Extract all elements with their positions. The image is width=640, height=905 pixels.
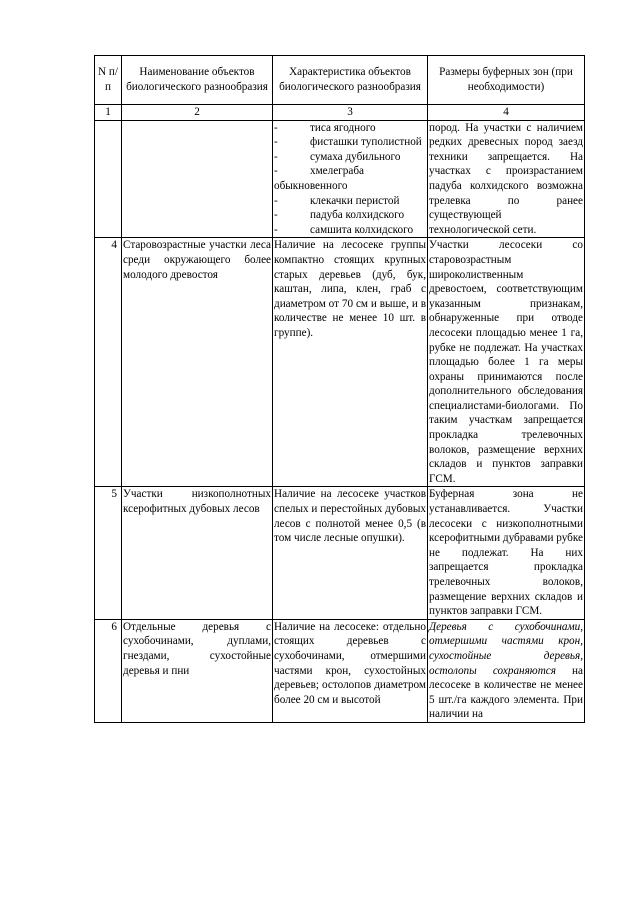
list-item: - клекачки перистой — [274, 194, 400, 207]
list-item: - хмелеграба обыкновенного — [274, 165, 364, 192]
column-number-row — [95, 105, 585, 121]
row-characteristic — [273, 120, 428, 238]
row-num: 5 — [95, 487, 122, 619]
list-item: - самшита колхидского — [274, 223, 414, 236]
row-num: 4 — [95, 238, 122, 487]
row-name: Отдельные деревья с сухобочинами, дуплами, гнездами, сухостойные деревья и пни — [122, 619, 273, 722]
header-characteristic: Характеристика объектов биологического разнообразия — [273, 56, 428, 105]
row-buffer: пород. На участки с наличием редких древесных пород заезд техники запрещается. На участках с произрастанием падуба колхидского возможна трелевка по ранее существующей технологической сети. — [428, 120, 585, 238]
row-buffer: Участки лесосеки со старовозрастным широколиственным древостоем, соответствующим указанным признакам, обнаруженные при отводе лесосеки площадью менее 1 га, рубке не подлежат. На участках площадью более 1 га меры охраны принимаются после дополнительного обследования специалистами-биологами. По таким участкам запрещается прокладка трелевочных волоков, размещение верхних складов и пунктов заправки ГСМ. — [428, 238, 585, 487]
row-characteristic: Наличие на лесосеке: отдельно стоящих деревьев с сухобочинами, отмершими частями крон, сухостойных деревьев; остолопов диаметром более 20 см и высотой — [273, 619, 428, 722]
header-name: Наименование объектов биологического разнообразия — [122, 56, 273, 105]
row-num: 6 — [95, 619, 122, 722]
list-item: - тиса ягодного — [274, 121, 376, 134]
header-row — [95, 56, 585, 105]
row-name — [122, 120, 273, 238]
row-characteristic: Наличие на лесосеке участков спелых и перестойных дубовых лесов с полнотой менее 0,5 (в том числе лесные опушки). — [273, 487, 428, 619]
column-number: 1 — [95, 105, 122, 121]
table-row-6 — [95, 619, 585, 722]
column-number: 2 — [122, 105, 273, 121]
buffer-rest: на лесосеке в количестве не менее 5 шт./га каждого элемента. При наличии на — [429, 664, 583, 721]
column-number: 3 — [273, 105, 428, 121]
header-buffer: Размеры буферных зон (при необходимости) — [428, 56, 585, 105]
row-name: Старовозрастные участки леса среди окружающего более молодого древостоя — [122, 238, 273, 487]
row-characteristic: Наличие на лесосеке группы компактно стоящих крупных старых деревьев (дуб, бук, каштан, липа, клен, граб с диаметром от 70 см и выше, и в количестве не менее 10 шт. в группе). — [273, 238, 428, 487]
list-item: - сумаха дубильного — [274, 150, 401, 163]
row-buffer — [428, 619, 585, 722]
biodiversity-table — [94, 55, 585, 723]
table-row-4 — [95, 238, 585, 487]
list-item: - падуба колхидского — [274, 209, 405, 222]
row-name: Участки низкополнотных ксерофитных дубовых лесов — [122, 487, 273, 619]
header-num: N п/п — [95, 56, 122, 105]
table-row-continuation — [95, 120, 585, 238]
buffer-italic: Деревья с сухобочинами, отмершими частями крон, сухостойные деревья, остолопы сохраняются — [429, 620, 583, 677]
row-num — [95, 120, 122, 238]
list-item: - фисташки туполистной — [274, 136, 422, 149]
row-buffer: Буферная зона не устанавливается. Участки лесосеки с низкополнотными ксерофитными дубравами рубке не подлежат. На них запрещается прокладка трелевочных волоков, размещение верхних складов и пунктов заправки ГСМ. — [428, 487, 585, 619]
table-row-5 — [95, 487, 585, 619]
column-number: 4 — [428, 105, 585, 121]
